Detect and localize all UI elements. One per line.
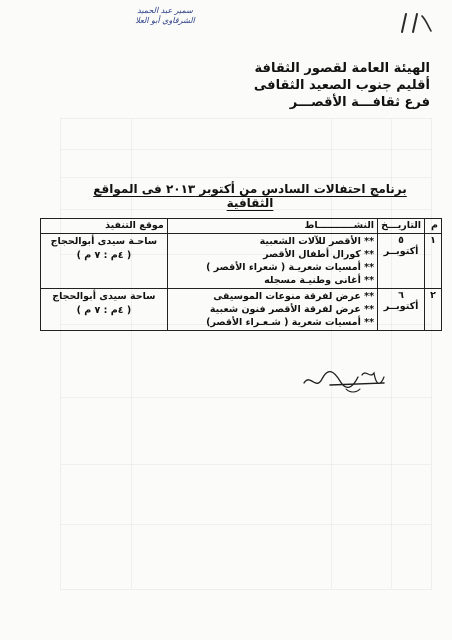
activity-item: ** أمسيات شعرية ( شـعـراء الأقصر): [206, 317, 375, 328]
activity-item: ** الأقصر للآلات الشعبية: [259, 236, 375, 247]
row-number: ١: [425, 234, 442, 289]
org-name: الهيئة العامة لقصور الثقافة: [254, 61, 430, 76]
row-activities: [167, 234, 377, 289]
venue-name: ساحـة سيدى أبوالحجاج: [50, 236, 158, 247]
venue-name: ساحة سيدى أبوالحجاج: [52, 291, 156, 302]
handwritten-page-number: [400, 10, 434, 34]
row-venue: [41, 234, 168, 289]
activity-item: ** عرض لفرقة منوعات الموسيقى: [213, 291, 375, 302]
header-venue: موقع التنفيذ: [41, 219, 168, 234]
letterhead: [254, 60, 430, 111]
venue-time: ( ٤م : ٧ م ): [76, 305, 132, 316]
header-activity: النشـــــــــــاط: [167, 219, 377, 234]
handwritten-note-line-2: الشرقاوي أبو العلا: [135, 16, 195, 25]
activity-item: ** أغانى وطنيـة مسجله: [264, 275, 375, 286]
row-activities: [167, 289, 377, 331]
row-date: ٦ أكتوبــر: [378, 289, 425, 331]
handwritten-note-line-1: سمير عبد الحميد: [137, 6, 193, 15]
table-row: [41, 289, 442, 331]
table-header-row: [41, 219, 442, 234]
row-date: ٥ أكتوبــر: [378, 234, 425, 289]
activity-item: ** عرض لفرقة الأقصر فنون شعبية: [209, 304, 375, 315]
region-name: أقليم جنوب الصعيد الثقافى: [253, 78, 430, 93]
branch-name: فرع ثقافـــة الأقصـــر: [289, 95, 430, 110]
activity-item: ** كورال أطفال الأقصر: [263, 249, 375, 260]
handwritten-note: [125, 6, 205, 26]
schedule-table: [40, 218, 442, 331]
venue-time: ( ٤م : ٧ م ): [76, 250, 132, 261]
row-number: ٢: [425, 289, 442, 331]
row-venue: [41, 289, 168, 331]
handwritten-signature: [300, 365, 390, 395]
activity-item: ** أمسيات شعريـة ( شعراء الأقصر ): [206, 262, 375, 273]
table-row: [41, 234, 442, 289]
header-date: التاريـــخ: [378, 219, 425, 234]
program-title: برنامج احتفالات السادس من أكتوبر ٢٠١٣ فى المواقع الثقافية: [93, 182, 407, 210]
header-num: م: [425, 219, 442, 234]
